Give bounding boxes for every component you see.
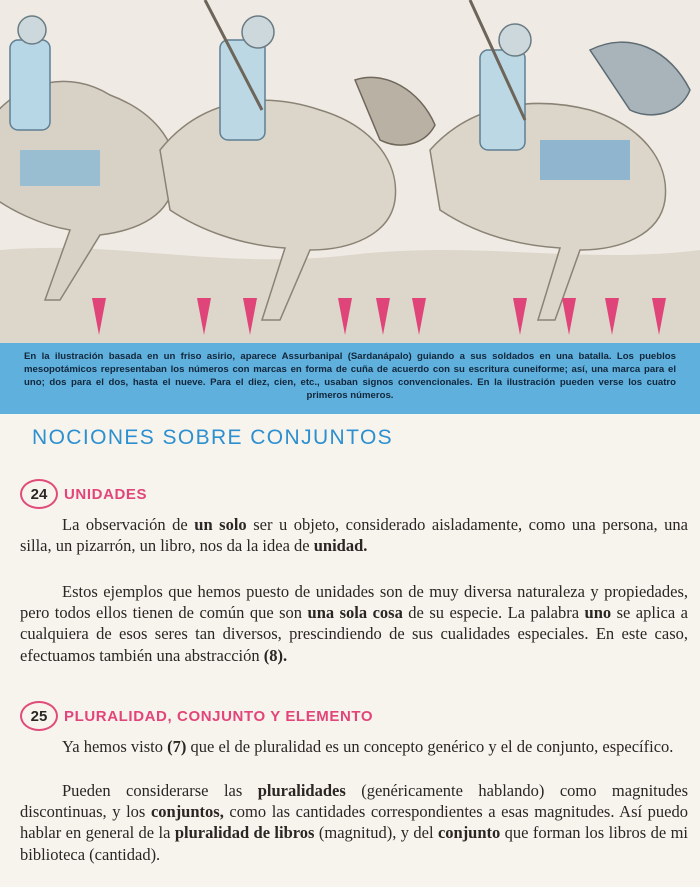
paragraph (20, 780, 688, 865)
lesson-header-25 (20, 700, 373, 732)
bold-term: uno (584, 603, 612, 623)
paragraph (20, 514, 688, 556)
text-run: ser u objeto, considerado aisladamente, como una persona, una silla, un pizarrón, un libro, nos da la idea de (20, 515, 688, 556)
bold-term: unidad. (313, 536, 368, 556)
assyrian-frieze-illustration (0, 0, 700, 343)
bold-term: (8). (263, 645, 288, 665)
paragraph (20, 581, 688, 666)
text-run: se aplica a cualquiera de esos seres tan diversos, prescindiendo de sus cualidades especiales. En este caso, efectuamos también una abstracción (20, 603, 688, 665)
bold-term: conjuntos, (150, 802, 224, 822)
bold-term: conjunto (437, 823, 501, 843)
lesson-header-24 (20, 478, 147, 510)
text-run: como las cantidades correspondientes a esas magnitudes. Así puedo hablar en general de la (20, 802, 688, 843)
text-run: (magnitud), y del (314, 823, 438, 843)
illustration-caption: En la ilustración basada en un friso asirio, aparece Assurbanipal (Sardanápalo) guiando a sus soldados en una batalla. Los pueblos mesopotámicos representaban los números con marcas en forma de cuña de acuerdo con su escritura cuneiforme; así, una marca para el uno; dos para el dos, hasta el nueve. Para el diez, cien, etc., usaban signos convencionales. En la ilustración pueden verse los cuatro primeros números. (0, 343, 700, 414)
text-run: de su especie. La palabra (402, 603, 585, 623)
text-run: La observación de (62, 515, 195, 534)
bold-term: un solo (194, 515, 247, 534)
text-run: que forman los libros de mi biblioteca (cantidad). (20, 823, 688, 864)
paragraph (20, 736, 688, 757)
frieze-drawing (0, 0, 700, 343)
text-run: Pueden considerarse las (62, 781, 258, 800)
lesson-title: PLURALIDAD, CONJUNTO Y ELEMENTO (64, 707, 374, 725)
text-run: (genéricamente hablando) como magnitudes discontinuas, y los (20, 781, 688, 822)
text-run: Estos ejemplos que hemos puesto de unidades son de muy diversa naturaleza y propiedades, pero todos ellos tienen de común que son (20, 582, 688, 623)
lesson-number-badge: 25 (20, 701, 58, 731)
lesson-title: UNIDADES (64, 485, 148, 503)
bold-term: (7) (167, 737, 187, 756)
bold-term: pluralidad de libros (174, 823, 315, 843)
section-title: NOCIONES SOBRE CONJUNTOS (32, 426, 394, 449)
text-run: que el de pluralidad es un concepto genérico y el de conjunto, específico. (186, 737, 674, 756)
bold-term: una sola cosa (307, 603, 403, 623)
text-run: Ya hemos visto (62, 737, 168, 756)
bold-term: pluralidades (257, 781, 346, 800)
lesson-number-badge: 24 (20, 479, 58, 509)
